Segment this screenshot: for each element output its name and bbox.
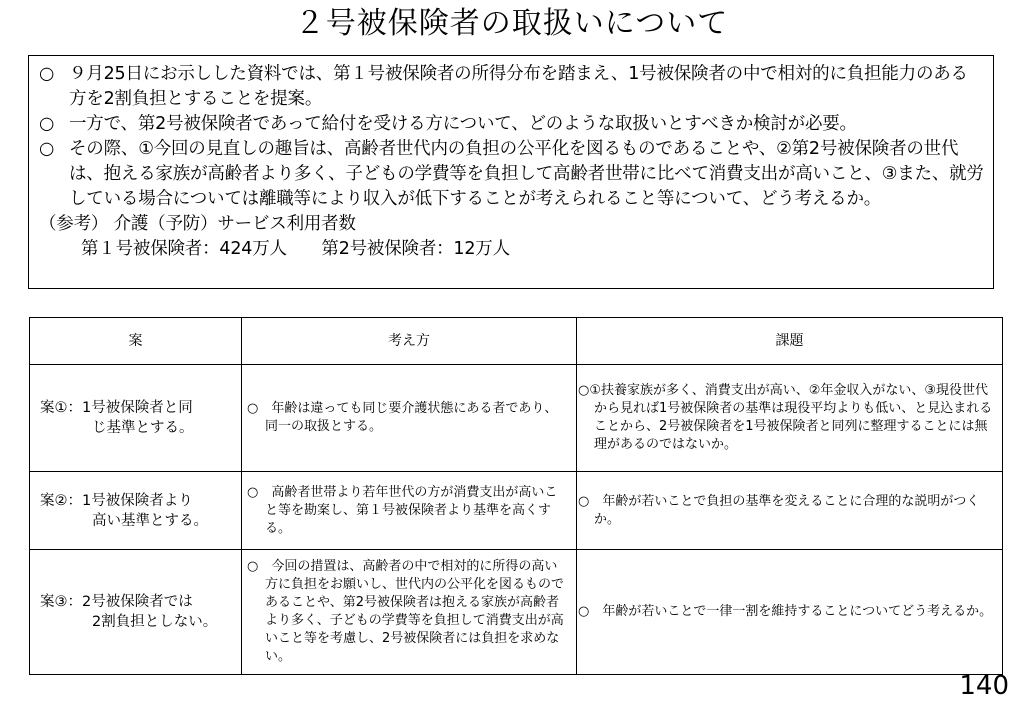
proposals-table <box>29 317 1003 675</box>
idea-cell <box>242 472 577 550</box>
reference-values: 第１号被保険者：424万人 第2号被保険者：12万人 <box>81 239 510 259</box>
bullet-text: その際、①今回の見直しの趣旨は、高齢者世代内の負担の公平化を図るものであることや、②第2号被保険者の世代は、抱える家族が高齢者より多く、子どもの学費等を負担して高齢者世帯に比べて消費支出が高いこと、③また、就労している場合については離職等により収入が低下することが考えられること等について、どう考えるか。 <box>69 139 984 209</box>
table-header-row <box>30 318 1003 365</box>
plan-cell <box>30 472 242 550</box>
summary-bullet <box>39 112 985 137</box>
plan-cont: 2割負担としない。 <box>92 614 218 630</box>
reference-heading <box>39 212 985 237</box>
reference-label: （参考） <box>39 214 109 234</box>
header-plan: 案 <box>30 318 242 365</box>
issue-text: ○ 年齢が若いことで負担の基準を変えることに合理的な説明がつくか。 <box>578 493 980 527</box>
bullet-mark: ○ <box>39 139 55 159</box>
header-issue: 課題 <box>577 318 1003 365</box>
bullet-mark: ○ <box>39 64 55 84</box>
idea-cell <box>242 550 577 675</box>
plan-cell <box>30 550 242 675</box>
plan-head: 案③：2号被保険者では <box>40 594 193 610</box>
issue-text: ○ 年齢が若いことで一律一割を維持することについてどう考えるか。 <box>578 604 993 619</box>
plan-cont: じ基準とする。 <box>92 420 194 436</box>
issue-cell <box>577 550 1003 675</box>
header-idea: 考え方 <box>242 318 577 365</box>
summary-box <box>28 55 994 289</box>
plan-cell <box>30 365 242 472</box>
bullet-text: ９月25日にお示しした資料では、第１号被保険者の所得分布を踏まえ、1号被保険者の中で相対的に負担能力のある方を2割負担とすることを提案。 <box>69 64 968 109</box>
issue-cell <box>577 472 1003 550</box>
reference-title: 介護（予防）サービス利用者数 <box>113 214 356 234</box>
plan-head: 案①：1号被保険者と同 <box>40 400 193 416</box>
idea-text: ○ 今回の措置は、高齢者の中で相対的に所得の高い方に負担をお願いし、世代内の公平化を図るものであることや、第2号被保険者は抱える家族が高齢者より多く、子どもの学費等を負担して消費支出が高いこと等を考慮し、2号被保険者には負担を求めない。 <box>247 559 565 664</box>
table-row <box>30 550 1003 675</box>
table-row <box>30 365 1003 472</box>
page-number: 140 <box>959 671 1009 701</box>
issue-cell <box>577 365 1003 472</box>
bullet-mark: ○ <box>39 114 55 134</box>
summary-bullet <box>39 137 985 212</box>
idea-cell <box>242 365 577 472</box>
table-row <box>30 472 1003 550</box>
issue-text: ○①扶養家族が多く、消費支出が高い、②年金収入がない、③現役世代から見れば1号被保険者の基準は現役平均よりも低い、と見込まれることから、2号被保険者を1号被保険者と同列に整理することには無理があるのではないか。 <box>578 383 993 452</box>
idea-text: ○ 高齢者世帯より若年世代の方が消費支出が高いこと等を勘案し、第１号被保険者より基準を高くする。 <box>247 484 558 536</box>
plan-head: 案②：1号被保険者より <box>40 492 193 509</box>
plan-cont: 高い基準とする。 <box>92 512 208 529</box>
summary-bullet <box>39 62 985 112</box>
page-title: ２号被保険者の取扱いについて <box>294 6 729 41</box>
idea-text: ○ 年齢は違っても同じ要介護状態にある者であり、同一の取扱とする。 <box>247 401 558 434</box>
bullet-text: 一方で、第2号被保険者であって給付を受ける方について、どのような取扱いとすべきか検討が必要。 <box>69 114 857 134</box>
